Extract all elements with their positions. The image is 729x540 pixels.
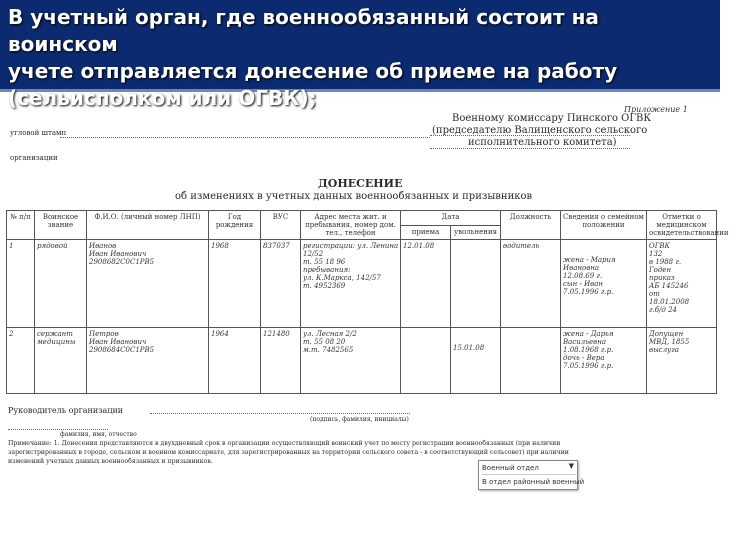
family-line: Васильевна [563,338,607,346]
table-header-row [7,211,717,226]
table-row [7,240,717,328]
note-line-2: зарегистрированных в городе, сельском и военном комиссариате, для зарегистрированных на территории сельского совета - в соответствующий сельсовет) при наличии [8,449,569,456]
cell-fired [451,240,501,328]
cell-birth: 1964 [209,328,261,394]
cell-position [501,328,561,394]
family-line: 12.08.69 г. [563,272,603,280]
notes-line: 18.01.2008 [649,298,690,306]
cell-hired [401,328,451,394]
address-line: 12/52 [303,250,324,258]
cell-vus: 121480 [261,328,301,394]
address-line: регистрации: ул. Ленина [303,242,399,250]
col-position: Должность [501,211,561,240]
notes-line: выслуга [649,346,679,354]
col-family: Сведения о семейном положении [561,211,647,240]
cell-fio [87,328,209,394]
fio-number: 2908684С0С1РВ5 [89,346,155,354]
addressee-line-2: (председателю Валищенского сельского [432,125,648,136]
cell-birth: 1968 [209,240,261,328]
notes-line: г.б/д 24 [649,306,677,314]
family-line: Ивановна [563,264,600,272]
footer-name-caption: фамилия, имя, отчество [60,431,137,438]
addressee-underline-2 [430,148,630,149]
col-fired: увольнения [451,225,501,240]
notes-line: МВД, 1855 [649,338,690,346]
address-line: ул. К.Маркса, 142/57 [303,274,381,282]
family-line: дочь - Вера [563,354,605,362]
cell-num: 2 [7,328,35,394]
fio-surname: Петров [89,330,119,338]
cell-rank: сержант медицины [35,328,87,394]
notes-line: приказ [649,274,675,282]
fio-surname: Иванов [89,242,117,250]
cell-notes [647,328,717,394]
notes-line: от [649,290,660,298]
dropdown-option-label: В отдел районный военный [482,478,585,486]
cell-fio [87,240,209,328]
notes-line: Годен [649,266,672,274]
recipient-dropdown[interactable] [478,460,585,490]
dropdown-option-military-dept[interactable] [482,462,576,475]
corner-stamp-label: угловой штамп [10,129,67,137]
fio-name: Иван Иванович [89,250,147,258]
col-num: № п/п [7,211,35,240]
col-rank: Воинское звание [35,211,87,240]
title-line-1: В учетный орган, где военнообязанный состоит на воинском [8,5,599,56]
family-line: 1.08.1968 г.р. [563,346,614,354]
col-notes: Отметки о медицинском освидетельствовании [647,211,717,240]
address-line: ул. Лесная 2/2 [303,330,357,338]
footer-head-label: Руководитель организации [8,406,124,415]
col-hired: приема [401,225,451,240]
cell-position: водитель [501,240,561,328]
col-birth: Год рождения [209,211,261,240]
family-line: 7.05.1996 г.р. [563,362,614,370]
notes-line: в 1988 г. [649,258,682,266]
cell-vus: 837037 [261,240,301,328]
notes-line: АБ 145246 [649,282,689,290]
chevron-down-icon[interactable]: ▼ [568,462,574,470]
fio-number: 2908682С0С1РВ5 [89,258,155,266]
family-line: сын - Иван [563,280,604,288]
org-label: организации [10,154,58,162]
family-line: жена - Мария [563,256,616,264]
family-line: жена - Дарья [563,330,614,338]
table-row [7,328,717,394]
cell-family [561,240,647,328]
cell-hired: 12.01.08 [401,240,451,328]
addressee-line-1: Военному комиссару Пинского ОГВК [452,113,652,124]
col-address: Адрес места жит. и пребывания, номер дом. тел., телефон [301,211,401,240]
cell-address [301,240,401,328]
fired-date: 15.01.08 [453,344,485,352]
title-line-2: учете отправляется донесение об приеме на работу [8,59,618,83]
addressee-line-3: исполнительного комитета) [468,137,617,148]
cell-rank: рядовой [35,240,87,328]
dropdown-option-district-dept[interactable] [482,476,585,489]
report-heading: ДОНЕСЕНИЕ [318,177,403,190]
addressee-underline-1 [430,135,630,136]
col-date-group: Дата [401,211,501,226]
dropdown-option-label: Военный отдел [482,464,539,472]
footer-sign-line [150,413,410,414]
col-vus: ВУС [261,211,301,240]
notes-line: Допущен [649,330,684,338]
registration-table [6,210,729,394]
report-document [0,95,729,540]
address-line: пребывания: [303,266,351,274]
family-line: 7.05.1996 г.р. [563,288,614,296]
cell-fired [451,328,501,394]
note-line-1: Примечание: 1. Донесения представляются в двухдневный срок в организации осуществляющий воинский учет по месту регистрации военнообязанных (при наличии [8,440,561,447]
report-subheading: об изменениях в учетных данных военнообязанных и призывников [175,191,533,202]
fio-name: Иван Иванович [89,338,147,346]
title-line-3: (сельисполком или ОГВК); [8,86,317,110]
attachment-label: Приложение 1 [624,105,688,114]
cell-num: 1 [7,240,35,328]
cell-family [561,328,647,394]
col-fio: Ф.И.О. (личный номер ЛНП) [87,211,209,240]
note-line-3: изменений учетных данных военнообязанных и призывников. [8,458,213,465]
address-line: т. 4952369 [303,282,346,290]
cell-address [301,328,401,394]
cell-notes [647,240,717,328]
org-name-line [60,137,430,138]
notes-line: ОГВК [649,242,670,250]
footer-sign-caption: (подпись, фамилия, инициалы) [310,416,409,423]
address-line: м.т. 7482565 [303,346,354,354]
notes-line: 132 [649,250,663,258]
address-line: т. 55 18 96 [303,258,346,266]
address-line: т. 55 08 20 [303,338,346,346]
